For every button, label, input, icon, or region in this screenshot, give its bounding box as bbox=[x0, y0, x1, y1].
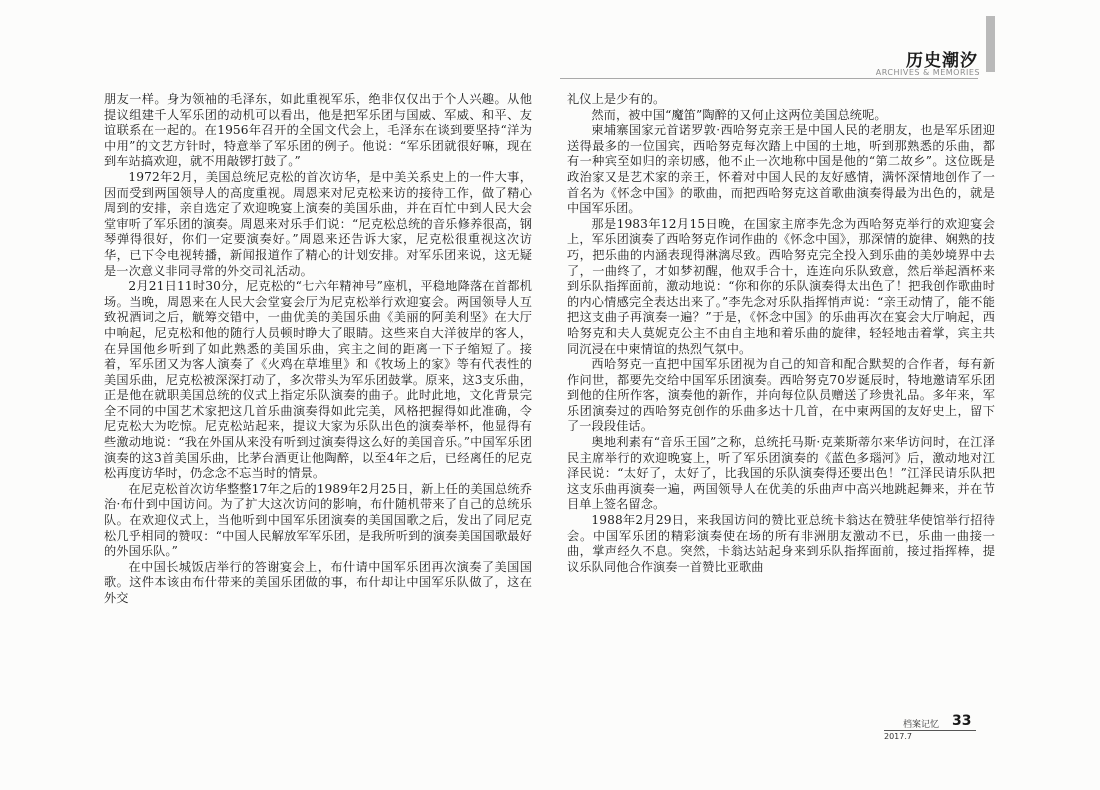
paragraph: 朋友一样。身为领袖的毛泽东，如此重视军乐，绝非仅仅出于个人兴趣。从他提议组建千人军乐团的动机可以看出，他是把军乐团与国威、军威、和平、友谊联系在一起的。在1956年召开的全国文代会上，毛泽东在谈到要坚持“洋为中用”的文艺方针时，特意举了军乐团的例子。他说：“军乐团就很好嘛，现在到车站搞欢迎，就不用敲锣打鼓了。” bbox=[104, 92, 532, 169]
paragraph: 柬埔寨国家元首诺罗敦·西哈努克亲王是中国人民的老朋友，也是军乐团迎送得最多的一位国宾，西哈努克每次踏上中国的土地，听到那熟悉的乐曲，都有一种宾至如归的亲切感，他不止一次地称中国是他的“第二故乡”。这位既是政治家又是艺术家的亲王，怀着对中国人民的友好感情，满怀深情地创作了一首名为《怀念中国》的歌曲，而把西哈努克这首歌曲演奏得最为出色的，就是中国军乐团。 bbox=[567, 123, 995, 216]
paragraph: 1988年2月29日，来我国访问的赞比亚总统卡翁达在赞驻华使馆举行招待会。中国军乐团的精彩演奏使在场的所有非洲朋友激动不已，乐曲一曲接一曲，掌声经久不息。突然，卡翁达站起身来到乐队指挥面前，接过指挥棒，提议乐队同他合作演奏一首赞比亚歌曲 bbox=[567, 513, 995, 574]
paragraph: 那是1983年12月15日晚，在国家主席李先念为西哈努克举行的欢迎宴会上，军乐团演奏了西哈努克作词作曲的《怀念中国》，那深情的旋律、娴熟的技巧，把乐曲的内涵表现得淋漓尽致。西哈努克完全投入到乐曲的美妙境界中去了，一曲终了，才如梦初醒，他双手合十，连连向乐队致意，然后举起酒杯来到乐队指挥面前，激动地说：“你和你的乐队演奏得太出色了！把我创作歌曲时的内心情感完全表达出来了。”李先念对乐队指挥悄声说：“亲王动情了，能不能把这支曲子再演奏一遍？”于是，《怀念中国》的乐曲再次在宴会大厅响起，西哈努克和夫人莫妮克公主不由自主地和着乐曲的旋律，轻轻地击着掌，宾主共同沉浸在中柬情谊的热烈气氛中。 bbox=[567, 216, 995, 356]
section-title: 历史潮汐 bbox=[906, 51, 978, 71]
paragraph: 西哈努克一直把中国军乐团视为自己的知音和配合默契的合作者，每有新作问世，都要先交给中国军乐团演奏。西哈努克70岁诞辰时，特地邀请军乐团到他的住所作客，演奏他的新作，并向每位队员赠送了珍贵礼品。多年来，军乐团演奏过的西哈努克创作的乐曲多达十几首，在中柬两国的友好史上，留下了一段段佳话。 bbox=[567, 357, 995, 434]
paragraph: 在尼克松首次访华整整17年之后的1989年2月25日，新上任的美国总统乔治·布什到中国访问。为了扩大这次访问的影响，布什随机带来了自己的总统乐队。在欢迎仪式上，当他听到中国军乐团演奏的美国国歌之后，发出了同尼克松几乎相同的赞叹：“中国人民解放军军乐团，是我所听到的演奏美国国歌最好的外国乐队。” bbox=[104, 481, 532, 559]
footer-divider bbox=[884, 730, 976, 731]
magazine-name: 档案记忆 bbox=[903, 720, 940, 730]
header-divider bbox=[560, 78, 978, 79]
paragraph: 2月21日11时30分，尼克松的“七六年精神号”座机，平稳地降落在首都机场。当晚，周恩来在人民大会堂宴会厅为尼克松举行欢迎宴会。两国领导人互致祝酒词之后，觥筹交错中，一曲优美的美国乐曲《美丽的阿美利坚》在大厅中响起，尼克松和他的随行人员顿时睁大了眼睛。这些来自大洋彼岸的客人，在异国他乡听到了如此熟悉的美国乐曲，宾主之间的距离一下子缩短了。接着，军乐团又为客人演奏了《火鸡在草堆里》和《牧场上的家》等有代表性的美国乐曲，尼克松被深深打动了，多次带头为军乐团鼓掌。原来，这3支乐曲，正是他在就职美国总统的仪式上指定乐队演奏的曲子。此时此地，文化背景完全不同的中国艺术家把这几首乐曲演奏得如此完美，风格把握得如此准确，令尼克松大为吃惊。尼克松站起来，提议大家为乐队出色的演奏举杯，他显得有些激动地说：“我在外国从来没有听到过演奏得这么好的美国音乐。”中国军乐团演奏的这3首美国乐曲，比茅台酒更让他陶醉，以至4年之后，已经离任的尼克松再度访华时，仍念念不忘当时的情景。 bbox=[104, 279, 532, 481]
issue-date: 2017.7 bbox=[884, 732, 912, 741]
section-subtitle: ARCHIVES & MEMORIES bbox=[875, 68, 980, 77]
paragraph: 礼仪上是少有的。 bbox=[567, 92, 666, 106]
paragraph: 1972年2月，美国总统尼克松的首次访华，是中美关系史上的一件大事，因而受到两国领导人的高度重视。周恩来对尼克松来访的接待工作，做了精心周到的安排，亲自选定了欢迎晚宴上演奏的美国乐曲，并在百忙中到人民大会堂审听了军乐团的演奏。周恩来对乐手们说：“尼克松总统的音乐修养很高，钢琴弹得很好，你们一定要演奏好。”周恩来还告诉大家，尼克松很重视这次访华，已下令电视转播，新闻报道作了精心的计划安排。对军乐团来说，这无疑是一次意义非同寻常的外交司礼活动。 bbox=[104, 169, 532, 278]
left-text-column bbox=[104, 92, 532, 607]
page-number: 33 bbox=[952, 713, 972, 729]
paragraph: 然而，被中国“魔笛”陶醉的又何止这两位美国总统呢。 bbox=[591, 107, 887, 122]
right-text-column bbox=[567, 92, 995, 575]
paragraph: 奥地利素有“音乐王国”之称，总统托马斯·克莱斯蒂尔来华访问时，在江泽民主席举行的欢迎晚宴上，听了军乐团演奏的《蓝色多瑙河》后，激动地对江泽民说：“太好了，太好了，比我国的乐队演奏得还要出色！”江泽民请乐队把这支乐曲再演奏一遍，两国领导人在优美的乐曲声中高兴地跳起舞来，并在节目单上签名留念。 bbox=[567, 435, 995, 512]
paragraph: 在中国长城饭店举行的答谢宴会上，布什请中国军乐团再次演奏了美国国歌。这件本该由布什带来的美国乐团做的事，布什却让中国军乐队做了，这在外交 bbox=[104, 559, 532, 605]
header-accent-bar bbox=[986, 16, 995, 72]
